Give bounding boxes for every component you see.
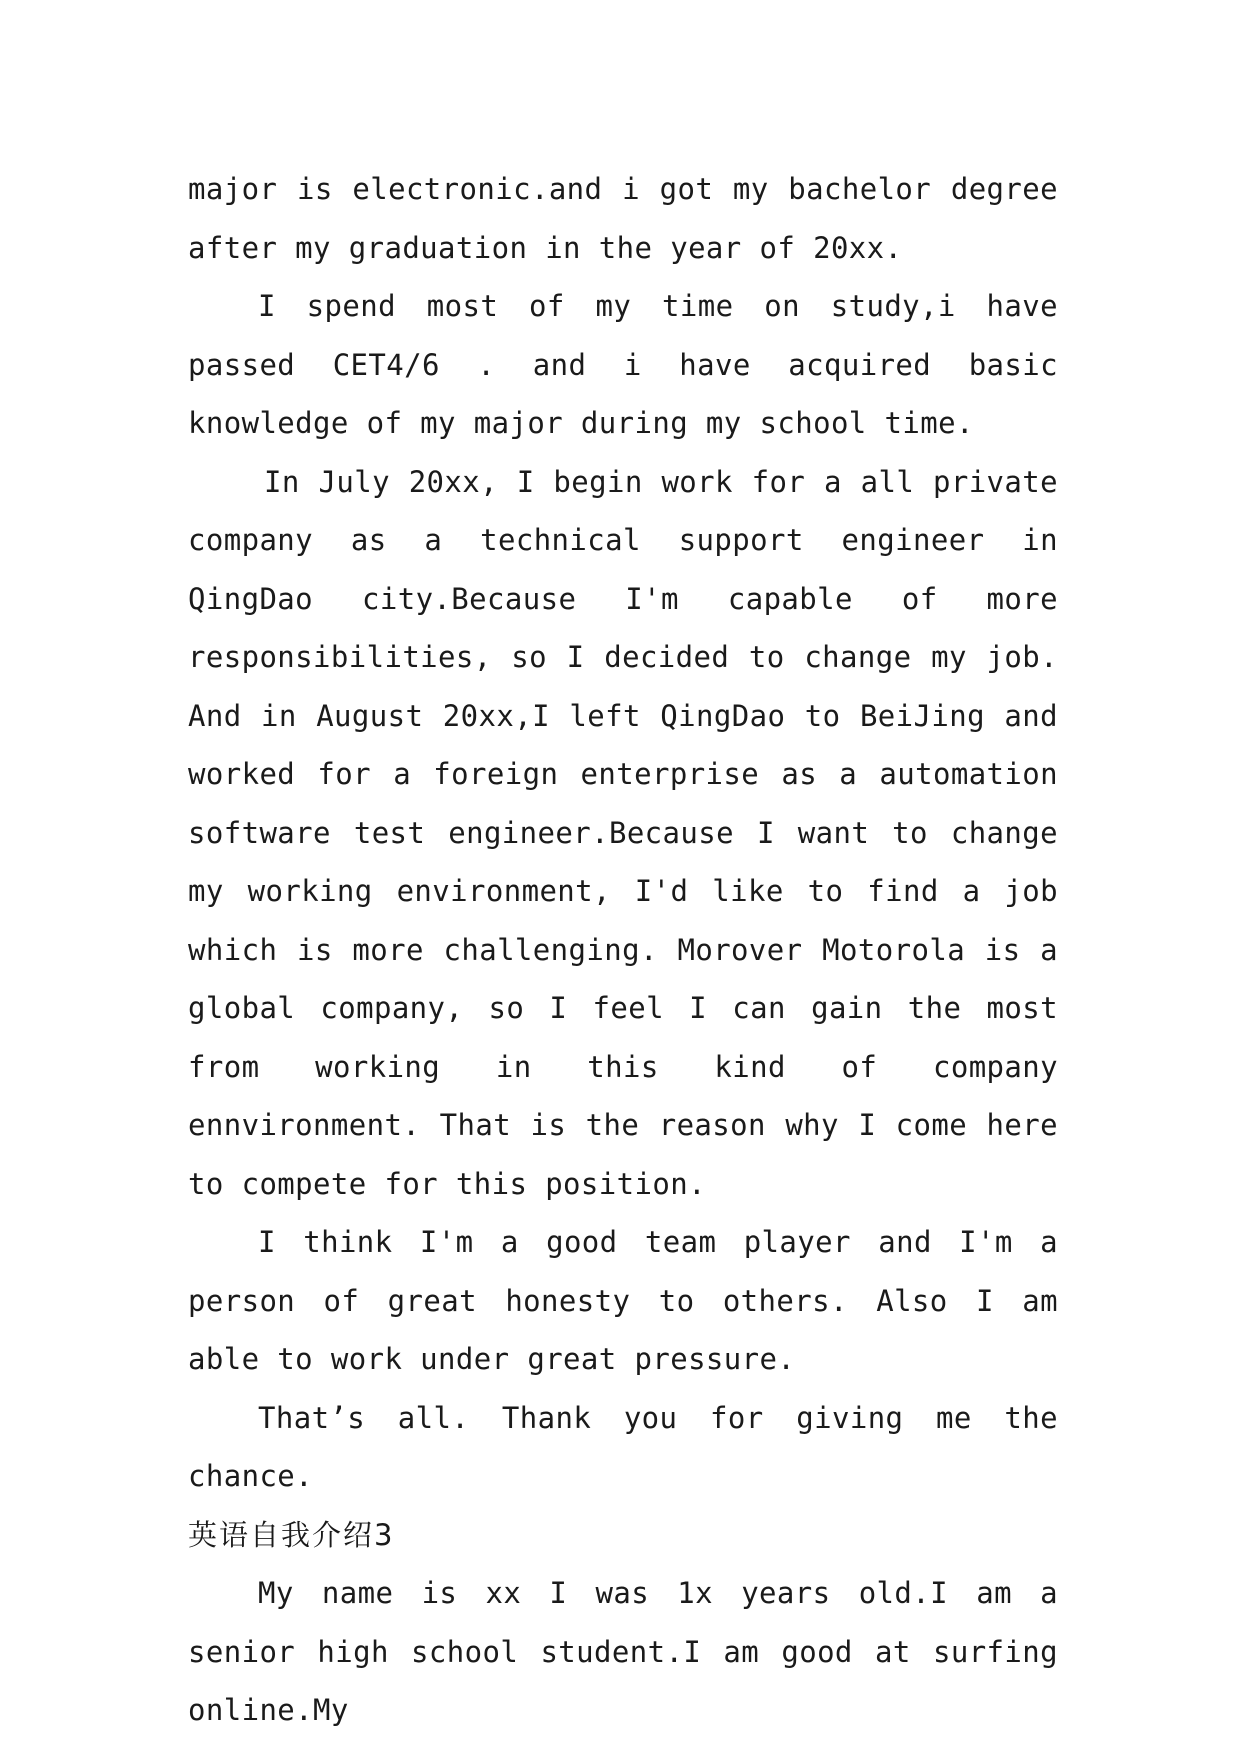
paragraph-closing: That’s all. Thank you for giving me the chance.	[188, 1400, 1058, 1493]
paragraph-study: I spend most of my time on study,i have passed CET4/6 . and i have acquired basic knowledge of my major during my school time.	[188, 289, 1058, 440]
document-body	[188, 160, 1058, 1740]
paragraph-personality: I think I'm a good team player and I'm a person of great honesty to others. Also I am able to work under great pressure.	[188, 1225, 1058, 1376]
section-heading: 英语自我介绍3	[188, 1517, 395, 1552]
paragraph-introduction-3: My name is xx I was 1x years old.I am a senior high school student.I am good at surfing online.My	[188, 1576, 1058, 1727]
paragraph-education: major is electronic.and i got my bachelor degree after my graduation in the year of 20xx.	[188, 172, 1058, 265]
paragraph-work-experience: In July 20xx, I begin work for a all private company as a technical support engineer in QingDao city.Because I'm capable of more responsibilities, so I decided to change my job. And in August 20xx,I left QingDao to BeiJing and worked for a foreign enterprise as a automation software test engineer.Because I want to change my working environment, I'd like to find a job which is more challenging. Morover Motorola is a global company, so I feel I can gain the most from working in this kind of company ennvironment. That is the reason why I come here to compete for this position.	[188, 464, 1058, 1201]
